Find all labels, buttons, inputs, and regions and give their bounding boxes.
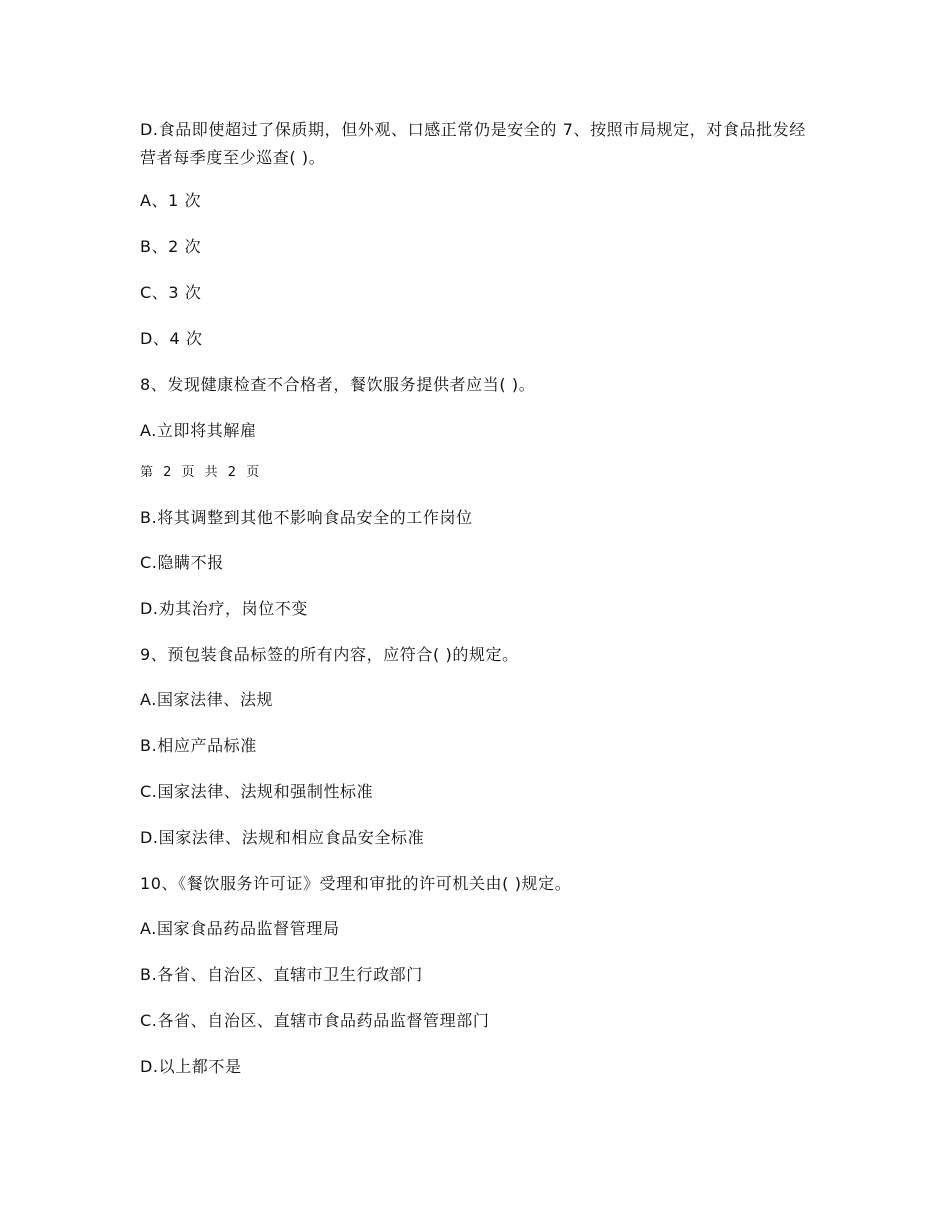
option-c-q10: C.各省、自治区、直辖市食品药品监督管理部门 <box>140 1011 490 1030</box>
option-b-q7: B、2 次 <box>140 237 202 256</box>
option-c-q7: C、3 次 <box>140 283 202 302</box>
option-d-q9: D.国家法律、法规和相应食品安全标准 <box>140 828 425 847</box>
option-c-q8: C.隐瞒不报 <box>140 553 224 572</box>
option-b-q8: B.将其调整到其他不影响食品安全的工作岗位 <box>140 508 473 527</box>
option-d-q10: D.以上都不是 <box>140 1057 242 1076</box>
option-a-q7: A、1 次 <box>140 191 202 210</box>
question-9: 9、预包装食品标签的所有内容，应符合( )的规定。 <box>140 645 519 664</box>
option-b-q10: B.各省、自治区、直辖市卫生行政部门 <box>140 965 423 984</box>
question-10: 10、《餐饮服务许可证》受理和审批的许可机关由( )规定。 <box>140 874 572 893</box>
option-a-q8: A.立即将其解雇 <box>140 421 257 440</box>
question-8: 8、发现健康检查不合格者，餐饮服务提供者应当( )。 <box>140 375 536 394</box>
option-a-q9: A.国家法律、法规 <box>140 690 274 709</box>
option-b-q9: B.相应产品标准 <box>140 736 257 755</box>
option-c-q9: C.国家法律、法规和强制性标准 <box>140 782 374 801</box>
option-a-q10: A.国家食品药品监督管理局 <box>140 919 340 938</box>
page-footer: 第 2 页 共 2 页 <box>140 465 263 480</box>
option-d-q7: D、4 次 <box>140 329 203 348</box>
option-d-q8: D.劝其治疗，岗位不变 <box>140 599 309 618</box>
question-7-continuation: D.食品即使超过了保质期，但外观、口感正常仍是安全的 7、按照市局规定，对食品批发经营者每季度至少巡查( )。 <box>140 120 806 167</box>
